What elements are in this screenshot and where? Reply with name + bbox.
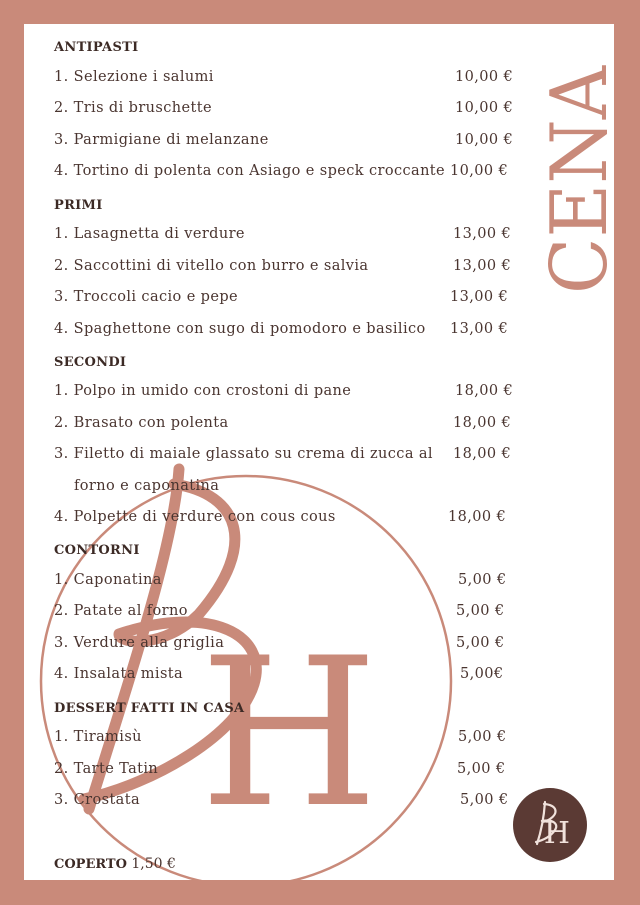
menu-title-text: CENA <box>535 52 625 294</box>
item-price: 13,00 € <box>453 226 512 242</box>
item-price: 13,00 € <box>450 321 509 337</box>
section-heading-dessert: DESSERT FATTI IN CASA <box>54 701 245 716</box>
item-price: 5,00€ <box>460 666 504 682</box>
item-price: 5,00 € <box>458 572 507 588</box>
menu-item: 4. Insalata mista <box>54 666 184 682</box>
menu-item: 4. Spaghettone con sugo di pomodoro e basilico <box>54 321 426 337</box>
menu-item: 1. Lasagnetta di verdure <box>54 226 245 242</box>
bh-logo-badge <box>513 788 587 862</box>
section-heading-secondi: SECONDI <box>54 355 127 370</box>
menu-page <box>24 24 625 880</box>
item-price: 10,00 € <box>450 163 509 179</box>
item-price: 10,00 € <box>455 100 514 116</box>
coperto-line <box>54 856 176 872</box>
menu-item: 1. Selezione i salumi <box>54 69 214 85</box>
menu-item: 3. Verdure alla griglia <box>54 635 225 651</box>
item-price: 5,00 € <box>460 792 509 808</box>
item-price: 10,00 € <box>455 69 514 85</box>
menu-item: 2. Saccottini di vitello con burro e salvia <box>54 258 369 274</box>
menu-item: 3. Troccoli cacio e pepe <box>54 289 239 305</box>
item-price: 10,00 € <box>455 132 514 148</box>
menu-item-continuation: forno e caponatina <box>74 478 220 494</box>
item-price: 18,00 € <box>453 446 512 462</box>
item-price: 5,00 € <box>457 761 506 777</box>
item-price: 18,00 € <box>448 509 507 525</box>
coperto-label: COPERTO <box>54 857 127 872</box>
item-price: 18,00 € <box>453 415 512 431</box>
logo-letter-h: H <box>543 816 571 851</box>
menu-item: 3. Parmigiane di melanzane <box>54 132 269 148</box>
item-price: 5,00 € <box>458 729 507 745</box>
menu-item: 3. Crostata <box>54 792 140 808</box>
menu-title <box>535 52 625 324</box>
menu-item: 1. Caponatina <box>54 572 162 588</box>
menu-item: 1. Polpo in umido con crostoni di pane <box>54 383 352 399</box>
item-price: 5,00 € <box>456 603 505 619</box>
watermark-letter-h: H <box>199 615 379 853</box>
item-price: 13,00 € <box>450 289 509 305</box>
menu-item: 4. Polpette di verdure con cous cous <box>54 509 336 525</box>
section-heading-antipasti: ANTIPASTI <box>54 40 139 55</box>
item-price: 18,00 € <box>455 383 514 399</box>
section-heading-contorni: CONTORNI <box>54 543 140 558</box>
menu-item: 2. Brasato con polenta <box>54 415 229 431</box>
menu-item: 3. Filetto di maiale glassato su crema di zucca al <box>54 446 433 462</box>
section-heading-primi: PRIMI <box>54 198 103 213</box>
menu-item: 4. Tortino di polenta con Asiago e speck croccante <box>54 163 446 179</box>
menu-item: 2. Patate al forno <box>54 603 188 619</box>
menu-item: 1. Tiramisù <box>54 729 142 745</box>
item-price: 13,00 € <box>453 258 512 274</box>
menu-item: 2. Tarte Tatin <box>54 761 159 777</box>
menu-item: 2. Tris di bruschette <box>54 100 212 116</box>
item-price: 5,00 € <box>456 635 505 651</box>
coperto-value: 1,50 € <box>131 856 176 872</box>
